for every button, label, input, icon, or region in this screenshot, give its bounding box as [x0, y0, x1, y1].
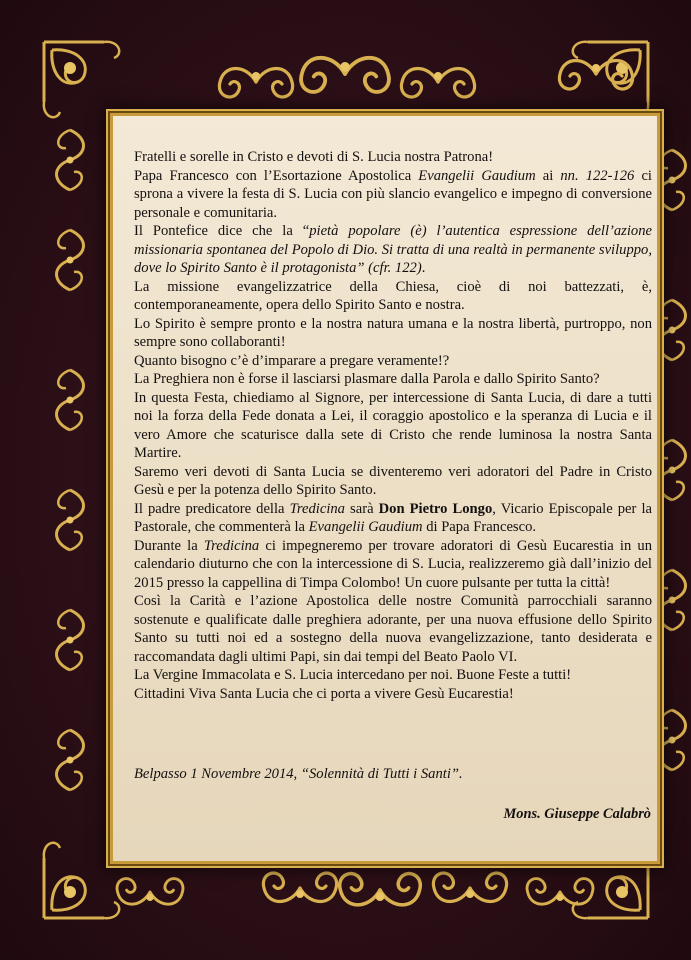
letter-body — [134, 148, 652, 703]
date-line: Belpasso 1 Novembre 2014, “Solennità di Tutti i Santi”. — [134, 766, 463, 782]
paragraph: In questa Festa, chiediamo al Signore, per intercessione di Santa Lucia, di dare a tutti noi la forza della Fede donata a Lei, il coraggio apostolico e la speranza di Lucia e il vero Amore che scaturisce dalla sete di Cristo che rende luminosa la nostra Santa Martire. — [134, 389, 652, 461]
paragraph: Lo Spirito è sempre pronto e la nostra natura umana e la nostra libertà, purtroppo, non sempre sono collaboranti! — [134, 315, 652, 350]
paragraph: Il padre predicatore della Tredicina sarà Don Pietro Longo, Vicario Episcopale per la Pastorale, che commenterà la Evangelii Gaudium di Papa Francesco. — [134, 500, 652, 535]
paragraph: Quanto bisogno c’è d’imparare a pregare veramente!? — [134, 352, 450, 369]
paragraph: Il Pontefice dice che la “pietà popolare (è) l’autentica espressione dell’azione missionaria spontanea del Popolo di Dio. Si tratta di una realtà in permanente sviluppo, dove lo Spirito Santo è il protagonista” (cfr. 122). — [134, 223, 652, 276]
paragraph: Saremo veri devoti di Santa Lucia se diventeremo veri adoratori del Padre in Cristo Gesù e per la potenza dello Spirito Santo. — [134, 463, 652, 498]
paragraph: Durante la Tredicina ci impegneremo per trovare adoratori di Gesù Eucarestia in un calendario diuturno che con la intercessione di S. Lucia, realizzeremo già dall’inizio del 2015 presso la cappellina di Timpa Colombo! Un cuore pulsante per tutta la città! — [134, 537, 652, 591]
paragraph: Cittadini Viva Santa Lucia che ci porta a vivere Gesù Eucarestia! — [134, 685, 514, 702]
paragraph: Così la Carità e l’azione Apostolica delle nostre Comunità parrocchiali saranno sostenute e qualificate dalle preghiera adorante, per una nuova effusione dello Spirito Santo su tutti noi ed a sostegno della nuova evangelizzazione, tanto desiderata e raccomandata dagli ultimi Papi, sin dai tempi del Beato Paolo VI. — [134, 593, 652, 665]
paragraph: La Preghiera non è forse il lasciarsi plasmare dalla Parola e dallo Spirito Santo? — [134, 371, 600, 387]
paragraph: La missione evangelizzatrice della Chiesa, cioè di noi battezzati, è, contemporaneamente, opera dello Spirito Santo e nostra. — [134, 278, 652, 313]
paragraph: Fratelli e sorelle in Cristo e devoti di S. Lucia nostra Patrona! — [134, 149, 494, 165]
signature: Mons. Giuseppe Calabrò — [503, 806, 651, 822]
paragraph: Papa Francesco con l’Esortazione Apostolica Evangelii Gaudium ai nn. 122-126 ci sprona a vivere la festa di S. Lucia con più slancio evangelico e impegno di conversione personale e comunitaria. — [134, 167, 652, 221]
paragraph: La Vergine Immacolata e S. Lucia intercedano per noi. Buone Feste a tutti! — [134, 667, 572, 683]
